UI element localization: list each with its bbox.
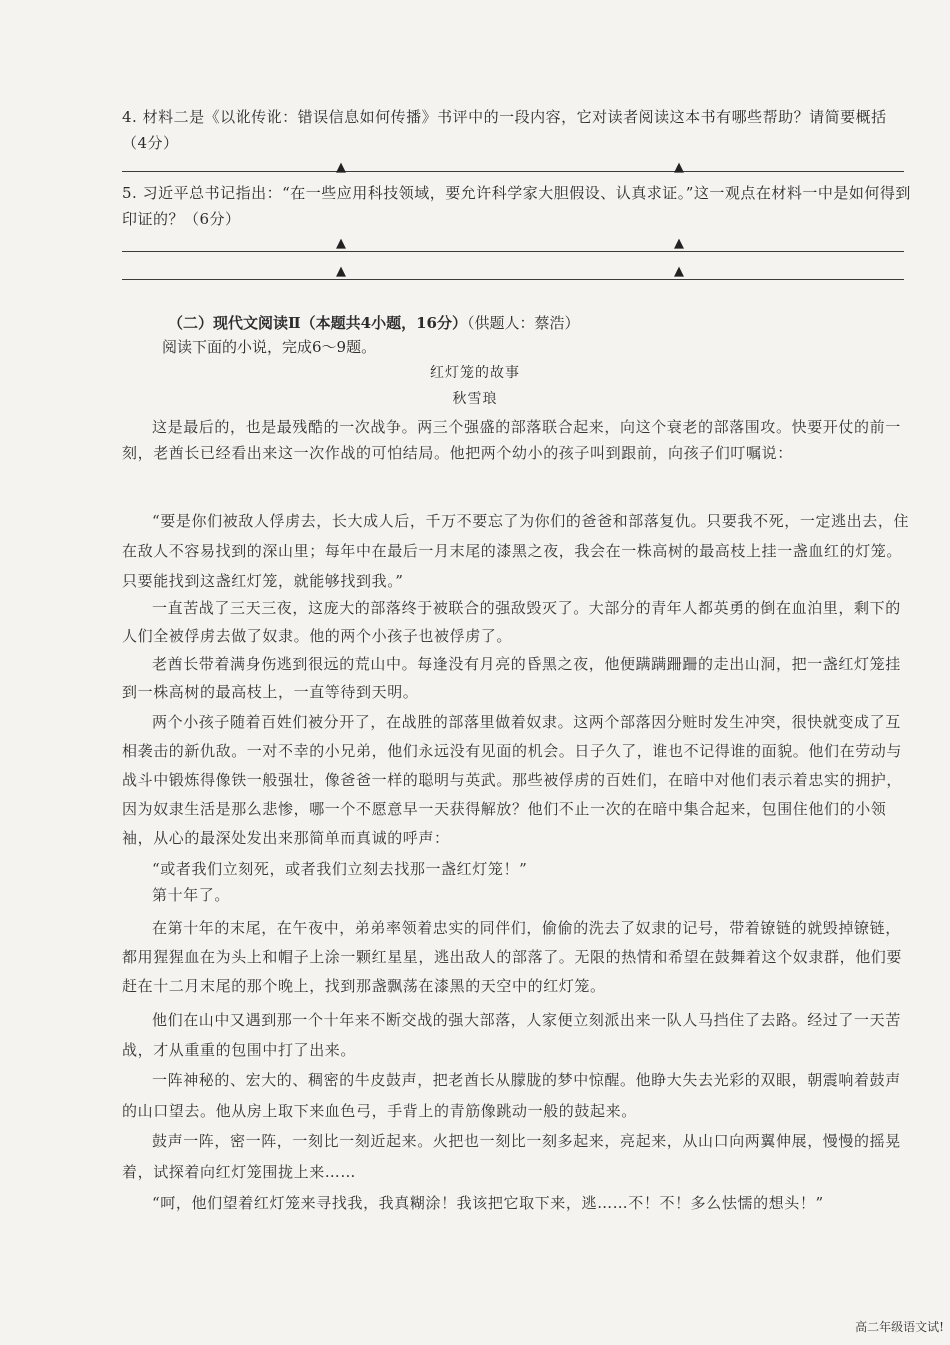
section-instruction: 阅读下面的小说，完成6～9题。 <box>162 338 377 356</box>
section-heading <box>168 312 579 333</box>
story-paragraph: 老酋长带着满身伤逃到很远的荒山中。每逢没有月亮的昏黑之夜，他便蹒蹒跚跚的走出山洞，把一盏红灯笼挂到一株高树的最高枝上，一直等待到天明。 <box>122 655 901 701</box>
story-paragraph: 第十年了。 <box>152 886 231 904</box>
answer-line <box>122 251 904 252</box>
section-title: （二）现代文阅读Ⅱ（本题共4小题，16分） <box>168 314 467 332</box>
story-paragraph: 在第十年的末尾，在午夜中，弟弟率领着忠实的同伴们，偷偷的洗去了奴隶的记号，带着镣链的就毁掉镣链，都用猩猩血在为头上和帽子上涂一颗红星星，逃出敌人的部落了。无限的热情和希望在鼓舞着这个奴隶群，他们要赶在十二月末尾的那个晚上，找到那盏飘荡在漆黑的天空中的红灯笼。 <box>122 919 903 995</box>
story-paragraph: 两个小孩子随着百姓们被分开了，在战胜的部落里做着奴隶。这两个部落因分赃时发生冲突，很快就变成了互相袭击的新仇敌。一对不幸的小兄弟，他们永远没有见面的机会。日子久了，谁也不记得谁的面貌。他们在劳动与战斗中锻炼得像铁一般强壮，像爸爸一样的聪明与英武。那些被俘虏的百姓们，在暗中对他们表示着忠实的拥护，因为奴隶生活是那么悲惨，哪一个不愿意早一天获得解放？他们不止一次的在暗中集合起来，包围住他们的小领袖，从心的最深处发出来那简单而真诚的呼声： <box>122 713 903 847</box>
question-4: 4. 材料二是《以讹传讹：错误信息如何传播》书评中的一段内容，它对读者阅读这本书有哪些帮助？请简要概括（4分） <box>122 108 887 152</box>
answer-marker-icon: ▲ <box>336 264 346 279</box>
question-5: 5. 习近平总书记指出：“在一些应用科技领域，要允许科学家大胆假设、认真求证。”这一观点在材料一中是如何得到印证的？（6分） <box>122 184 911 228</box>
story-paragraph: 他们在山中又遇到那一个十年来不断交战的强大部落，人家便立刻派出来一队人马挡住了去路。经过了一天苦战，才从重重的包围中打了出来。 <box>122 1011 901 1059</box>
story-title: 红灯笼的故事 <box>430 365 520 381</box>
page-footer: 高二年级语文试! <box>855 1320 944 1334</box>
answer-marker-icon: ▲ <box>336 236 346 251</box>
answer-line <box>122 171 904 172</box>
answer-marker-icon: ▲ <box>674 160 684 175</box>
story-paragraph: 这是最后的，也是最残酷的一次战争。两三个强盛的部落联合起来，向这个衰老的部落围攻。快要开仗的前一刻，老酋长已经看出来这一次作战的可怕结局。他把两个幼小的孩子叫到跟前，向孩子们叮嘱说： <box>122 418 901 462</box>
story-paragraph: “要是你们被敌人俘虏去，长大成人后，千万不要忘了为你们的爸爸和部落复仇。只要我不死，一定逃出去，住在敌人不容易找到的深山里；每年中在最后一月末尾的漆黑之夜，我会在一株高树的最高枝上挂一盏血红的灯笼。只要能找到这盏红灯笼，就能够找到我。” <box>122 512 910 590</box>
section-contributor: （供题人：蔡浩） <box>466 314 580 332</box>
story-paragraph: “或者我们立刻死，或者我们立刻去找那一盏红灯笼！” <box>152 860 528 878</box>
answer-marker-icon: ▲ <box>674 264 684 279</box>
story-paragraph: 鼓声一阵，密一阵，一刻比一刻近起来。火把也一刻比一刻多起来，亮起来，从山口向两翼伸展，慢慢的摇晃着，试探着向红灯笼围拢上来…… <box>122 1132 901 1181</box>
story-author: 秋雪琅 <box>452 391 498 407</box>
answer-marker-icon: ▲ <box>674 236 684 251</box>
story-paragraph: 一直苦战了三天三夜，这庞大的部落终于被联合的强敌毁灭了。大部分的青年人都英勇的倒在血泊里，剩下的人们全被俘虏去做了奴隶。他的两个小孩子也被俘虏了。 <box>122 599 901 645</box>
answer-line <box>122 279 904 280</box>
story-paragraph: 一阵神秘的、宏大的、稠密的牛皮鼓声，把老酋长从朦胧的梦中惊醒。他睁大失去光彩的双眼，朝震响着鼓声的山口望去。他从房上取下来血色弓，手背上的青筋像跳动一般的鼓起来。 <box>122 1071 901 1120</box>
answer-marker-icon: ▲ <box>336 160 346 175</box>
story-paragraph: “呵，他们望着红灯笼来寻找我，我真糊涂！我该把它取下来，逃……不！不！多么怯懦的想头！” <box>152 1194 824 1212</box>
